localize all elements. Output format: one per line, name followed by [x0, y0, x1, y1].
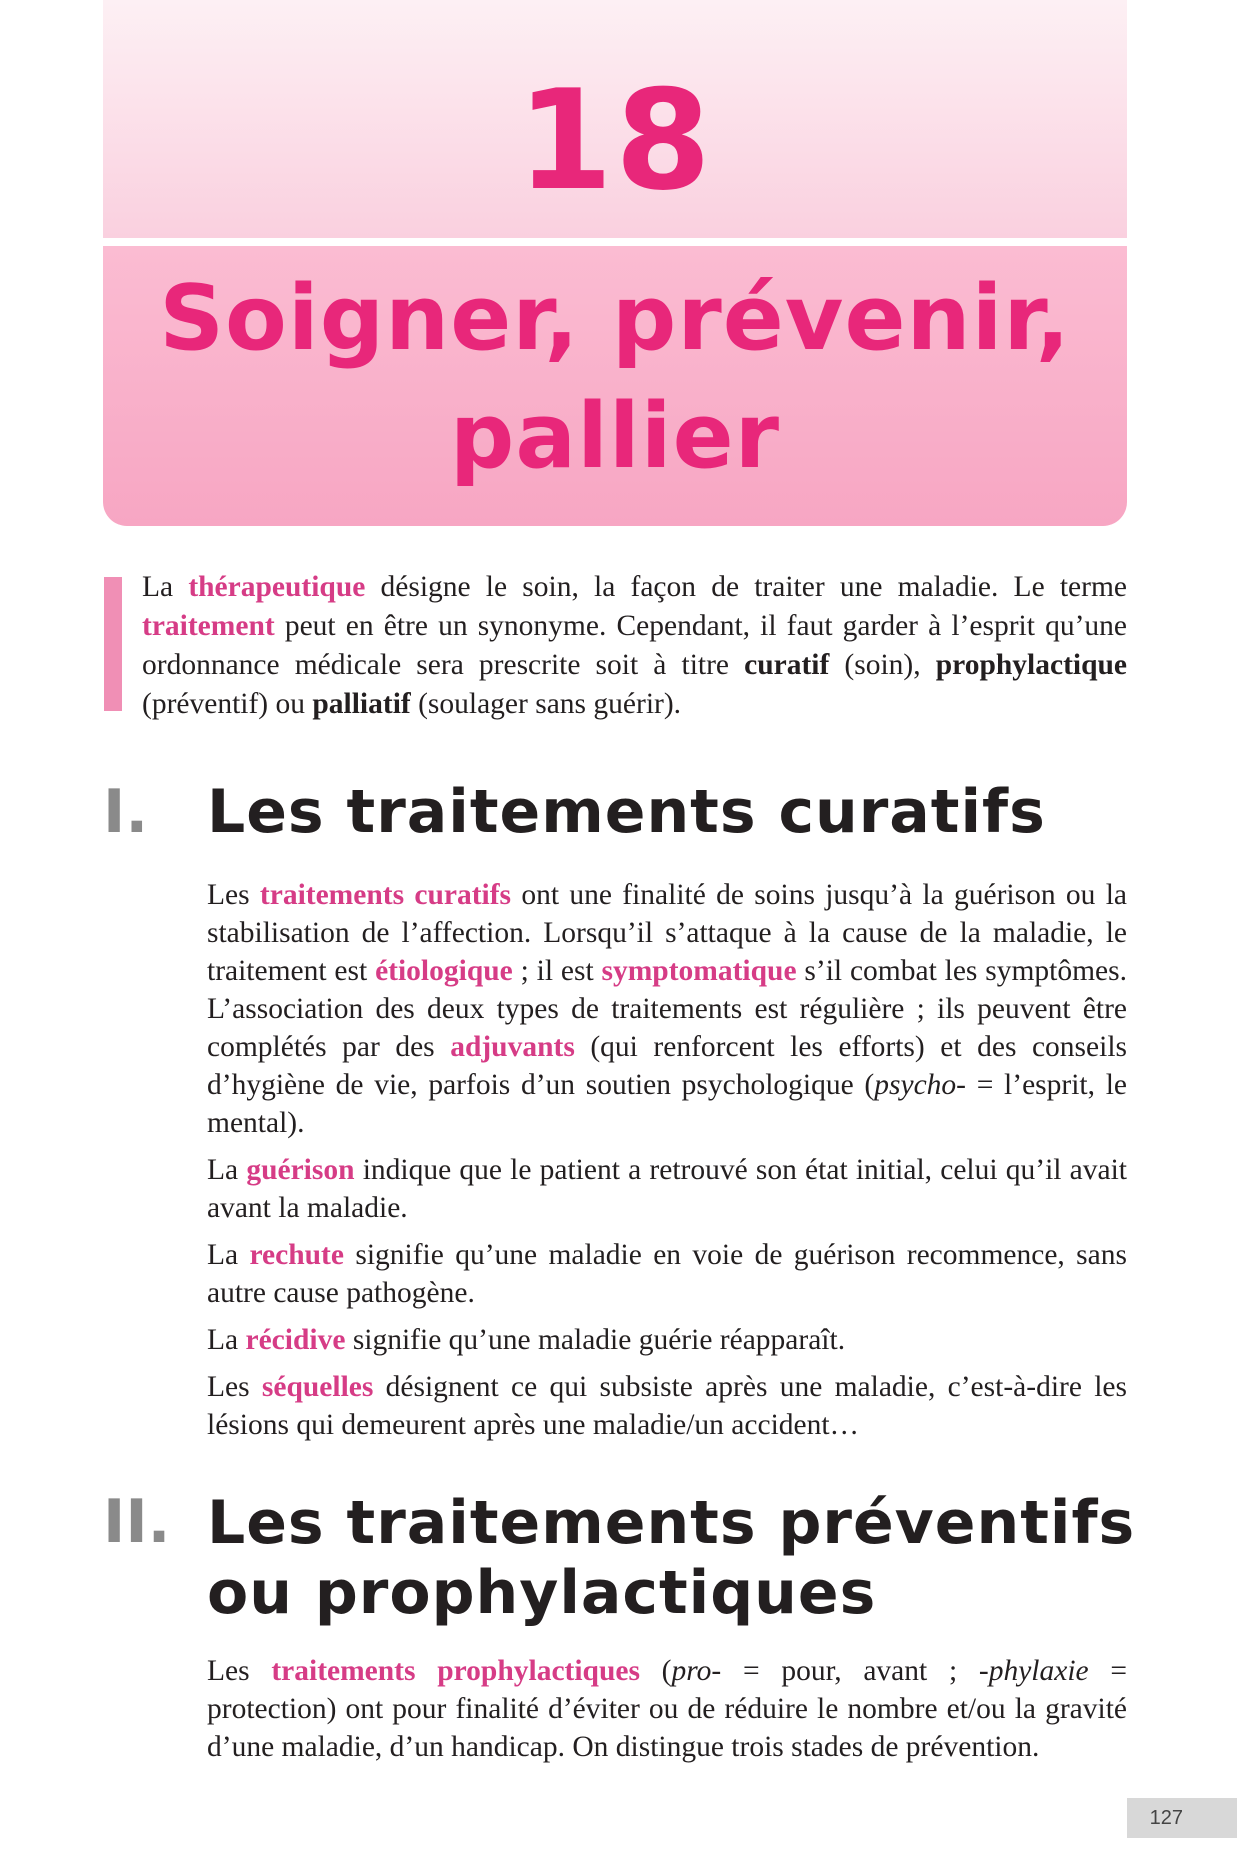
- keyword: guérison: [246, 1154, 355, 1186]
- keyword: séquelles: [261, 1371, 374, 1403]
- paragraph: Les séquelles désignent ce qui subsiste après une maladie, c’est-à-dire les lésions qui demeurent après une maladie/un accident…: [207, 1371, 1127, 1441]
- keyword: thérapeutique: [188, 571, 366, 603]
- intro-paragraph: La thérapeutique désigne le soin, la façon de traiter une maladie. Le terme traitement peut en être un synonyme. Cependant, il faut garder à l’esprit qu’une ordonnance médicale sera prescrite soit à titre curatif (soin), prophylactique (préventif) ou palliatif (soulager sans guérir).: [142, 571, 1127, 720]
- paragraph: Les traitements prophylactiques (pro- = pour, avant ; -phylaxie = protection) ont pour finalité d’éviter ou de réduire le nombre et/ou la gravité d’une maladie, d’un handicap. On distingue trois stades de prévention.: [207, 1655, 1128, 1763]
- keyword: adjuvants: [450, 1031, 575, 1063]
- section-heading: Les traitements curatifs: [207, 777, 1046, 847]
- paragraph: La récidive signifie qu’une maladie guérie réapparaît.: [207, 1324, 846, 1356]
- section-body: [207, 876, 1127, 1453]
- keyword: récidive: [245, 1324, 346, 1356]
- chapter-title: Soigner, prévenir, pallier: [159, 266, 1071, 489]
- section-heading: Les traitements préventifs ou prophylactiques: [207, 1488, 1136, 1628]
- section-number: II.: [103, 1487, 171, 1557]
- bold-term: curatif: [744, 649, 830, 681]
- chapter-number: 18: [516, 60, 714, 221]
- paragraph: La guérison indique que le patient a retrouvé son état initial, celui qu’il avait avant la maladie.: [207, 1154, 1127, 1224]
- keyword: étiologique: [375, 955, 513, 987]
- keyword: rechute: [249, 1239, 344, 1271]
- section-body: [207, 1652, 1127, 1775]
- intro-accent-bar: [104, 577, 122, 711]
- paragraph: La rechute signifie qu’une maladie en voie de guérison recommence, sans autre cause pathogène.: [207, 1239, 1127, 1309]
- page-number: 127: [1149, 1807, 1183, 1829]
- section-number: I.: [103, 777, 149, 847]
- keyword: traitements curatifs: [259, 879, 512, 911]
- paragraph: Les traitements curatifs ont une finalité de soins jusqu’à la guérison ou la stabilisation de l’affection. Lorsqu’il s’attaque à la cause de la maladie, le traitement est étiologique ; il est symptomatique s’il combat les symptômes. L’association des deux types de traitements est régulière ; ils peuvent être complétés par des adjuvants (qui renforcent les efforts) et des conseils d’hygiène de vie, parfois d’un soutien psychologique (psycho- = l’esprit, le mental).: [207, 879, 1128, 1139]
- keyword: traitement: [142, 610, 275, 642]
- bold-term: palliatif: [312, 688, 411, 720]
- bold-term: prophylactique: [935, 649, 1127, 681]
- keyword: symptomatique: [601, 955, 797, 987]
- keyword: traitements prophylactiques: [271, 1655, 640, 1687]
